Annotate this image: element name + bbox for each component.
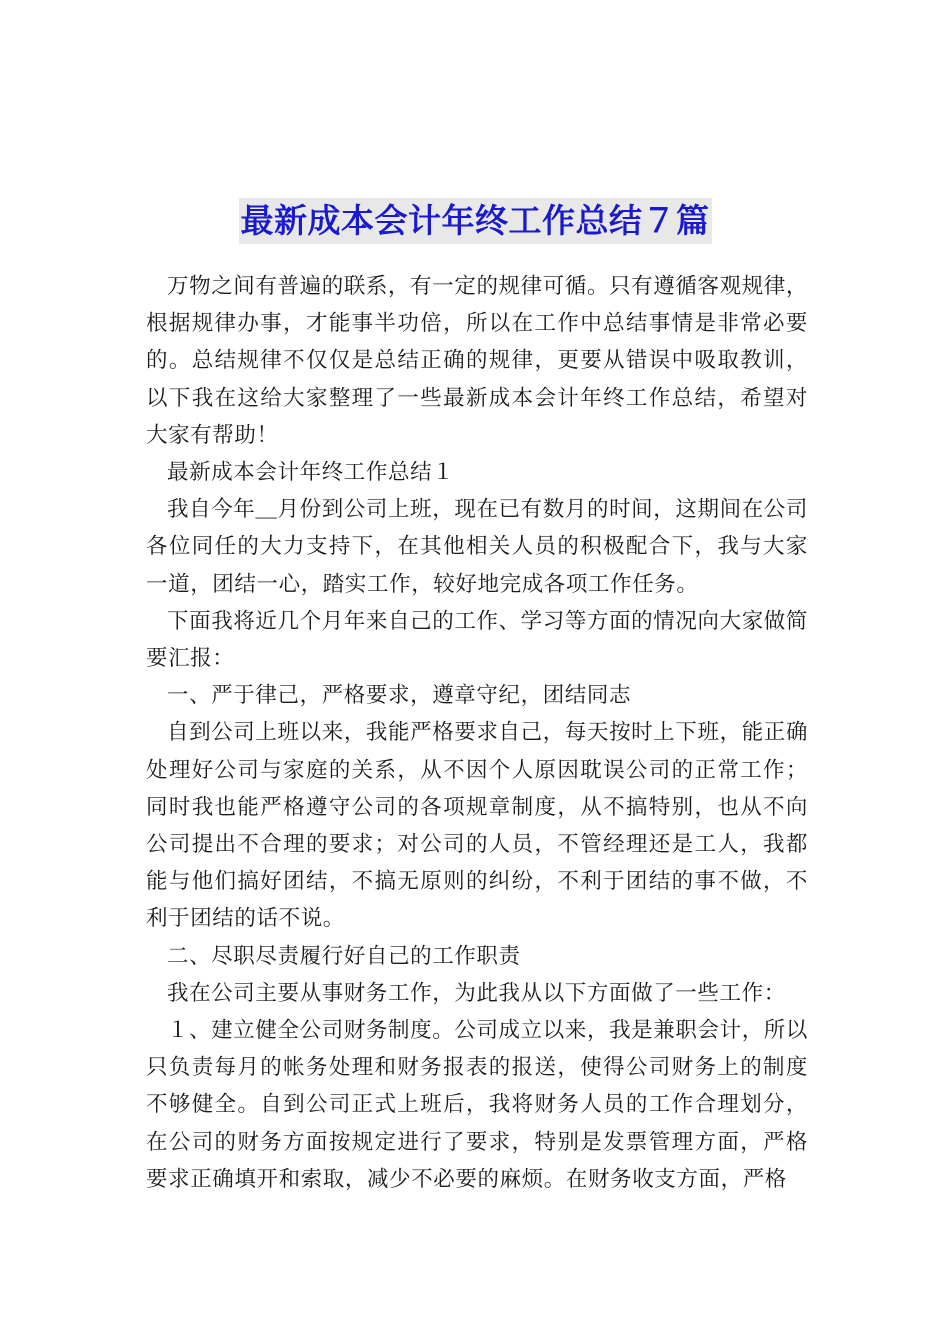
paragraph-intro: 万物之间有普遍的联系，有一定的规律可循。只有遵循客观规律，根据规律办事，才能事半功倍，所以在工作中总结事情是非常必要的。总结规律不仅仅是总结正确的规律，更要从错误中吸取教训，以下我在这给大家整理了一些最新成本会计年终工作总结，希望对大家有帮助！ [146, 274, 808, 448]
subheading-1: 一、严于律己，严格要求，遵章守纪，团结同志 [167, 683, 632, 709]
paragraph: １、建立健全公司财务制度。公司成立以来，我是兼职会计，所以只负责每月的帐务处理和财务报表的报送，使得公司财务上的制度不够健全。自到公司正式上班后，我将财务人员的工作合理划分，在公司的财务方面按规定进行了要求，特别是发票管理方面，严格要求正确填开和索取，减少不必要的麻烦。在财务收支方面，严格 [146, 1018, 808, 1192]
subheading-2: 二、尽职尽责履行好自己的工作职责 [167, 943, 521, 969]
document-title: 最新成本会计年终工作总结７篇 [239, 198, 712, 244]
paragraph: 下面我将近几个月年来自己的工作、学习等方面的情况向大家做简要汇报： [146, 608, 808, 672]
paragraph: 自到公司上班以来，我能严格要求自己，每天按时上下班，能正确处理好公司与家庭的关系，从不因个人原因耽误公司的正常工作；同时我也能严格遵守公司的各项规章制度，从不搞特别，也从不向公司提出不合理的要求；对公司的人员，不管经理还是工人，我都能与他们搞好团结，不搞无原则的纠纷，不利于团结的事不做，不利于团结的话不说。 [146, 720, 808, 932]
document-body [146, 268, 808, 1198]
section-heading-1: 最新成本会计年终工作总结１ [167, 460, 455, 486]
paragraph: 我在公司主要从事财务工作，为此我从以下方面做了一些工作： [167, 980, 786, 1006]
title-container [0, 176, 950, 266]
paragraph: 我自今年＿月份到公司上班，现在已有数月的时间，这期间在公司各位同任的大力支持下，在其他相关人员的积极配合下，我与大家一道，团结一心，踏实工作，较好地完成各项工作任务。 [146, 497, 808, 597]
